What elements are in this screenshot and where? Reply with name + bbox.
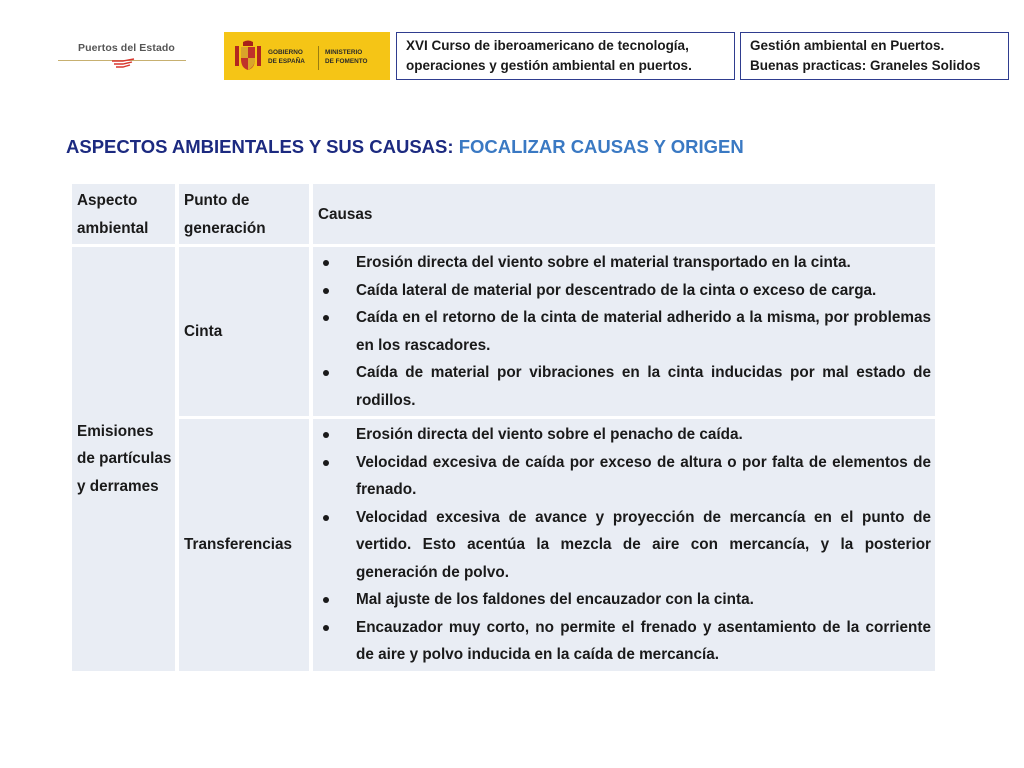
aspects-table (68, 181, 939, 674)
cause-text: Erosión directa del viento sobre el penacho de caída. (356, 426, 743, 443)
bullet-icon (323, 370, 329, 376)
bullet-icon (323, 625, 329, 631)
bullet-icon (323, 460, 329, 466)
bullet-icon (323, 288, 329, 294)
table-header-row (72, 184, 935, 244)
aspect-cell: Emisiones de partículas y derrames (72, 247, 175, 671)
gobierno-text (268, 48, 305, 66)
cause-text: Erosión directa del viento sobre el material transportado en la cinta. (356, 254, 851, 271)
gobierno-ministerio-logo (224, 32, 390, 80)
cause-item (319, 359, 931, 414)
topic-title-box (740, 32, 1009, 80)
cause-text: Caída lateral de material por descentrado de la cinta o exceso de carga. (356, 281, 877, 299)
gov-line-2: DE ESPAÑA (268, 58, 305, 65)
bullet-icon (323, 260, 329, 266)
header-causes: Causas (313, 184, 935, 244)
cause-item (319, 421, 931, 449)
point-cell: Transferencias (179, 419, 309, 671)
cause-text: Mal ajuste de los faldones del encauzador con la cinta. (356, 591, 754, 608)
course-line-2: operaciones y gestión ambiental en puertos. (406, 58, 692, 73)
point-cell: Cinta (179, 247, 309, 416)
course-title-box (396, 32, 735, 80)
course-line-1: XVI Curso de iberoamericano de tecnología, (406, 38, 689, 53)
ministerio-text (325, 48, 368, 66)
causes-cell (313, 247, 935, 416)
logo-separator (318, 46, 319, 70)
cause-item (319, 586, 931, 614)
topic-line-1: Gestión ambiental en Puertos. (750, 38, 945, 53)
cause-item (319, 304, 931, 359)
table-row (72, 247, 935, 416)
causes-cell (313, 419, 935, 671)
cause-item (319, 504, 931, 587)
cause-item (319, 277, 931, 305)
table-row (72, 419, 935, 671)
header-point: Punto de generación (179, 184, 309, 244)
title-accent: FOCALIZAR CAUSAS Y ORIGEN (458, 136, 744, 157)
puertos-del-estado-logo (58, 38, 186, 72)
title-main: ASPECTOS AMBIENTALES Y SUS CAUSAS: (66, 136, 459, 157)
cause-text: Velocidad excesiva de avance y proyección de mercancía en el punto de vertido. Esto acentúa la mezcla de aire con mercancía, y la posterior generación de polvo. (356, 508, 931, 581)
bullet-icon (323, 597, 329, 603)
bullet-icon (323, 315, 329, 321)
cause-item (319, 249, 931, 277)
cause-item (319, 614, 931, 669)
bullet-icon (323, 515, 329, 521)
ministry-line-1: MINISTERIO (325, 49, 363, 56)
cause-item (319, 449, 931, 504)
slide-title (66, 136, 744, 158)
causes-list (319, 249, 931, 414)
topic-line-2: Buenas practicas: Graneles Solidos (750, 58, 981, 73)
cause-text: Caída de material por vibraciones en la cinta inducidas por mal estado de rodillos. (356, 364, 931, 409)
cause-text: Encauzador muy corto, no permite el frenado y asentamiento de la corriente de aire y polvo inducida en la caída de mercancía. (356, 618, 931, 663)
coat-of-arms-icon (233, 40, 263, 72)
header-aspect: Aspecto ambiental (72, 184, 175, 244)
bullet-icon (323, 432, 329, 438)
causes-list (319, 421, 931, 669)
cause-text: Caída en el retorno de la cinta de material adherido a la misma, por problemas en los rascadores. (356, 309, 931, 354)
waves-icon (110, 58, 136, 70)
ministry-line-2: DE FOMENTO (325, 58, 368, 65)
gov-line-1: GOBIERNO (268, 49, 303, 56)
org-logo-text: Puertos del Estado (78, 42, 175, 54)
cause-text: Velocidad excesiva de caída por exceso de altura o por falta de elementos de frenado. (356, 453, 931, 498)
